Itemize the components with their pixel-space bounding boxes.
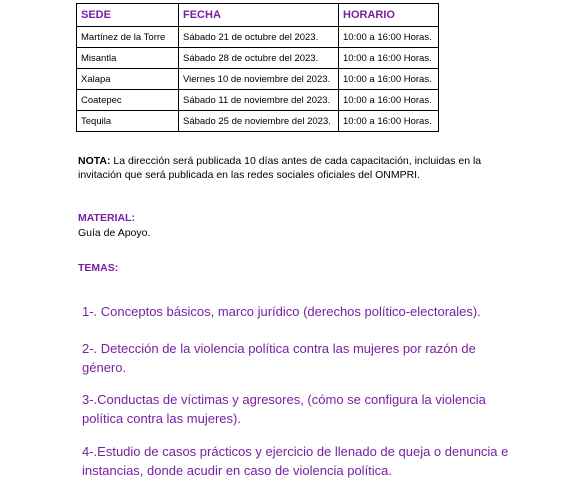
cell-horario: 10:00 a 16:00 Horas. xyxy=(339,48,439,69)
table-row xyxy=(77,48,439,69)
cell-fecha: Sábado 28 de octubre del 2023. xyxy=(179,48,339,69)
table-header-row xyxy=(77,4,439,27)
cell-horario: 10:00 a 16:00 Horas. xyxy=(339,27,439,48)
cell-sede: Coatepec xyxy=(77,90,179,111)
cell-sede: Xalapa xyxy=(77,69,179,90)
cell-horario: 10:00 a 16:00 Horas. xyxy=(339,111,439,132)
tema-item-1: 1-. Conceptos básicos, marco jurídico (derechos político-electorales). xyxy=(82,304,481,319)
table-row xyxy=(77,90,439,111)
cell-sede: Tequila xyxy=(77,111,179,132)
tema-item-3: 3-.Conductas de víctimas y agresores, (cómo se configura la violencia política contra las mujeres). xyxy=(82,392,486,426)
tema-item-2: 2-. Detección de la violencia política contra las mujeres por razón de género. xyxy=(82,341,476,375)
header-sede: SEDE xyxy=(77,4,179,27)
note-paragraph xyxy=(78,154,518,182)
note-label: NOTA: xyxy=(78,155,111,167)
schedule-table xyxy=(76,3,439,132)
material-heading: MATERIAL: xyxy=(78,212,135,224)
table-row xyxy=(77,69,439,90)
table-row xyxy=(77,27,439,48)
header-fecha: FECHA xyxy=(179,4,339,27)
cell-horario: 10:00 a 16:00 Horas. xyxy=(339,90,439,111)
material-text: Guía de Apoyo. xyxy=(78,227,151,239)
cell-fecha: Sábado 11 de noviembre del 2023. xyxy=(179,90,339,111)
cell-fecha: Viernes 10 de noviembre del 2023. xyxy=(179,69,339,90)
table-row xyxy=(77,111,439,132)
note-text: La dirección será publicada 10 días antes de cada capacitación, incluidas en la invitación que será publicada en las redes sociales oficiales del ONMPRI. xyxy=(78,155,482,181)
cell-fecha: Sábado 25 de noviembre del 2023. xyxy=(179,111,339,132)
cell-sede: Martínez de la Torre xyxy=(77,27,179,48)
tema-item-4: 4-.Estudio de casos prácticos y ejercicio de llenado de queja o denuncia e instancias, donde acudir en caso de violencia política. xyxy=(82,444,509,478)
cell-fecha: Sábado 21 de octubre del 2023. xyxy=(179,27,339,48)
header-horario: HORARIO xyxy=(339,4,439,27)
cell-horario: 10:00 a 16:00 Horas. xyxy=(339,69,439,90)
temas-heading: TEMAS: xyxy=(78,262,119,274)
cell-sede: Misantla xyxy=(77,48,179,69)
